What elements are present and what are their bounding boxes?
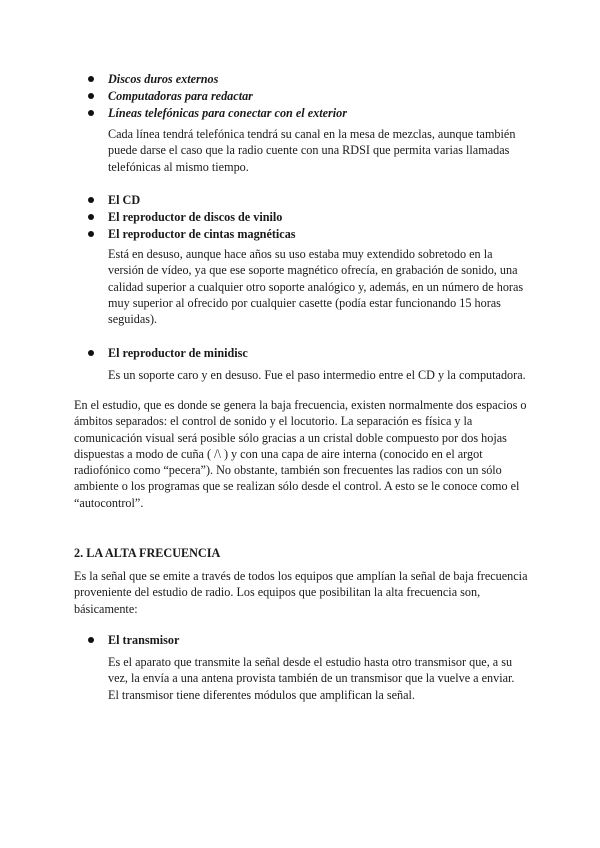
text-line: comunicación visual será posible sólo gracias a un cristal doble compuesto por dos hojas — [74, 430, 507, 445]
bullet-item — [88, 87, 253, 105]
text-line: básicamente: — [74, 601, 138, 616]
bullet-text: Líneas telefónicas para conectar con el exterior — [108, 106, 347, 120]
paragraph-cintas — [108, 246, 538, 327]
bullet-item — [88, 208, 282, 226]
bullet-item — [88, 70, 218, 88]
paragraph-telefono — [108, 126, 538, 175]
bullet-item — [88, 191, 140, 209]
bullet-text: Computadoras para redactar — [108, 89, 253, 103]
bullet-icon — [88, 197, 94, 203]
paragraph-alta-frecuencia — [74, 568, 544, 617]
paragraph-minidisc — [108, 367, 538, 383]
text-line: Es un soporte caro y en desuso. Fue el paso intermedio entre el CD y la computadora. — [108, 368, 526, 382]
bullet-text: Discos duros externos — [108, 72, 219, 86]
bullet-icon — [88, 350, 94, 356]
paragraph-estudio — [74, 397, 544, 511]
bullet-item — [88, 631, 179, 649]
bullet-icon — [88, 231, 94, 237]
bullet-text: El CD — [108, 193, 141, 207]
bullet-item — [88, 104, 347, 122]
bullet-text: El reproductor de minidisc — [108, 346, 248, 360]
bullet-icon — [88, 637, 94, 643]
text-line: puede darse el caso que la radio cuente con una RDSI que permita varias llamadas — [108, 143, 510, 158]
bullet-icon — [88, 110, 94, 116]
bullet-icon — [88, 214, 94, 220]
text-line: calidad superior a cualquier otro soporte analógico y, además, en un número de horas — [108, 279, 524, 294]
text-line: seguidas). — [108, 312, 158, 327]
text-line: “autocontrol”. — [74, 495, 144, 510]
text-line: vez, la envía a una antena provista también de un transmisor que la vuelve a enviar. — [108, 671, 515, 686]
bullet-item — [88, 344, 248, 362]
text-line: dispuestas a modo de cuña ( /\ ) y con una capa de aire interna (conocido en el argot — [74, 446, 483, 461]
section-heading: 2. LA ALTA FRECUENCIA — [74, 546, 221, 560]
text-line: Es el aparato que transmite la señal desde el estudio hasta otro transmisor que, a su — [108, 655, 513, 669]
text-line: radiofónico como “pecera”). No obstante, también son frecuentes las radios con un sólo — [74, 463, 502, 478]
bullet-icon — [88, 76, 94, 82]
text-line: proveniente del estudio de radio. Los equipos que posibilitan la alta frecuencia son, — [74, 585, 481, 600]
text-line: ambiente o los programas que se realizan sólo desde el control. A esto se le conoce como el — [74, 479, 520, 494]
text-line: telefónicas al mismo tiempo. — [108, 159, 249, 174]
bullet-text: El transmisor — [108, 633, 180, 647]
bullet-icon — [88, 93, 94, 99]
text-line: Cada línea tendrá telefónica tendrá su canal en la mesa de mezclas, aunque también — [108, 127, 516, 141]
bullet-text: El reproductor de discos de vinilo — [108, 210, 283, 224]
text-line: En el estudio, que es donde se genera la baja frecuencia, existen normalmente dos espacios o — [74, 398, 527, 412]
text-line: Es la señal que se emite a través de todos los equipos que amplían la señal de baja frecuencia — [74, 569, 528, 583]
text-line: Está en desuso, aunque hace años su uso estaba muy extendido sobretodo en la — [108, 247, 493, 261]
text-line: muy superior al ofrecido por cualquier casette (podía estar funcionando 15 horas — [108, 295, 501, 310]
bullet-text: El reproductor de cintas magnéticas — [108, 227, 296, 241]
paragraph-transmisor — [108, 654, 538, 703]
text-line: El transmisor tiene diferentes módulos que amplifican la señal. — [108, 687, 415, 702]
text-line: versión de vídeo, ya que ese soporte magnético ofrecía, en grabación de sonido, una — [108, 263, 518, 278]
text-line: ámbitos separados: el control de sonido y el locutorio. La separación es física y la — [74, 414, 473, 429]
bullet-item — [88, 225, 296, 243]
